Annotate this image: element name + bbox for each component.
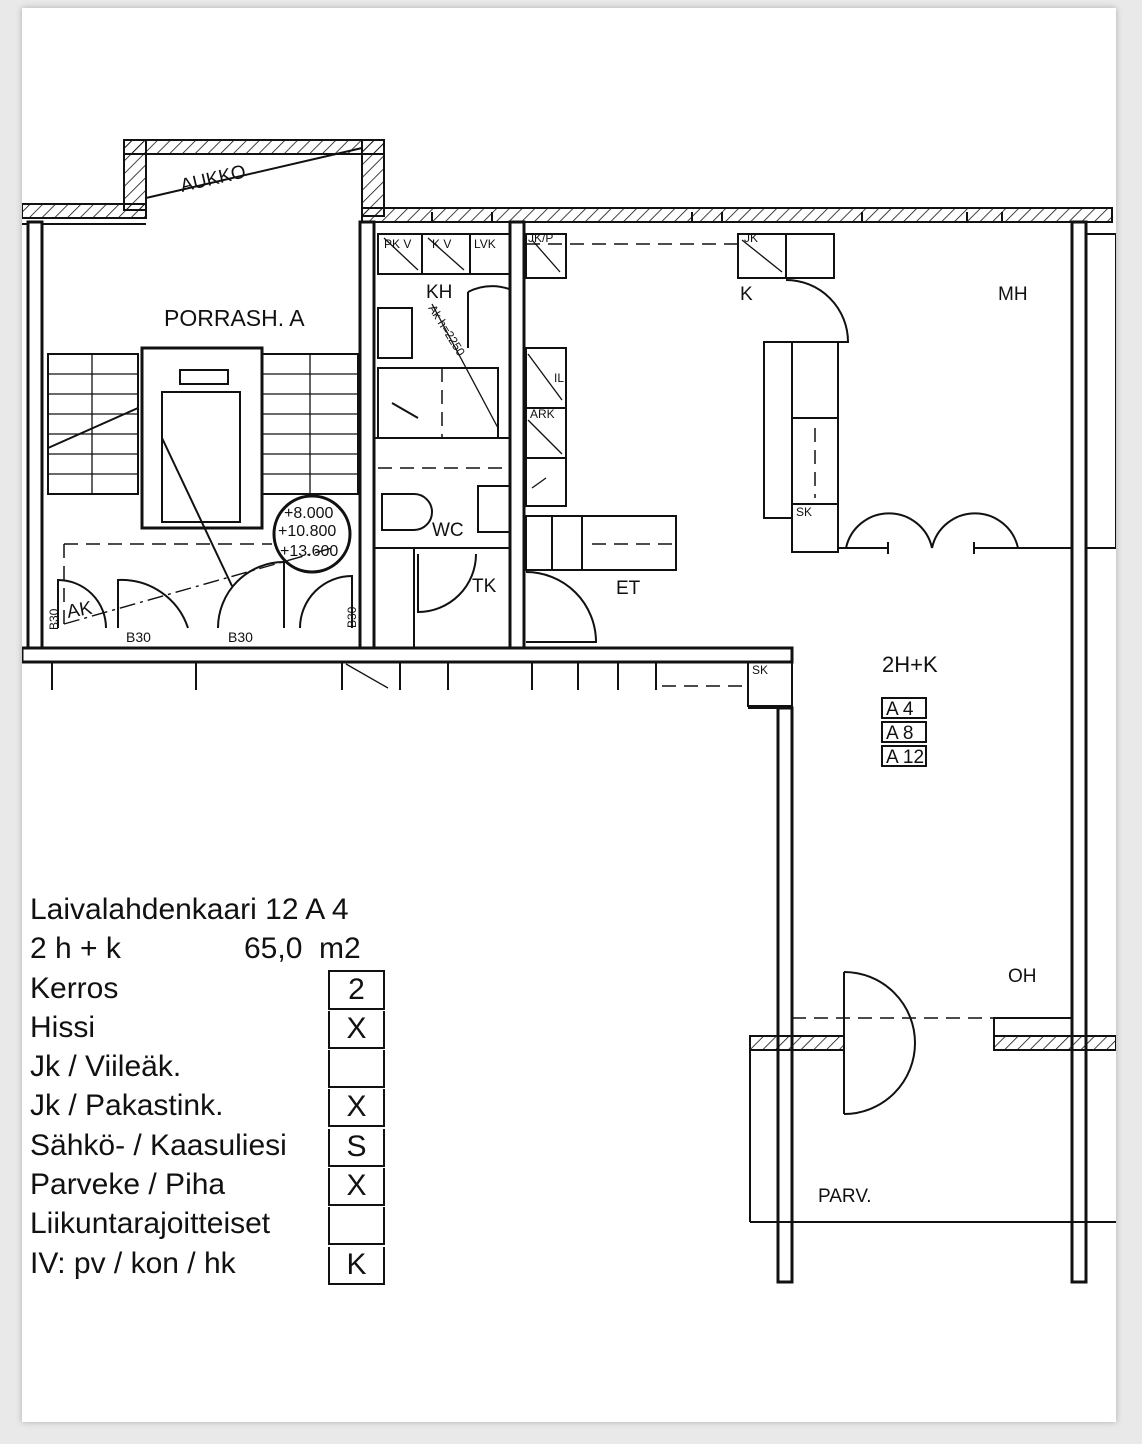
bathroom-partition-wall: [510, 222, 524, 652]
legend-row-value: S: [328, 1129, 385, 1167]
legend-type: 2 h + k: [30, 932, 121, 966]
legend-row-value: [328, 1050, 385, 1088]
label-porrash: PORRASH. A: [164, 305, 305, 331]
legend-row-label: Parveke / Piha: [30, 1168, 226, 1202]
legend-row-label: Liikuntarajoitteiset: [30, 1207, 271, 1241]
legend-address: Laivalahdenkaari 12 A 4: [30, 893, 349, 926]
wardrobe-sk: [764, 342, 838, 552]
opening-bay: [124, 140, 384, 216]
stairwell-partition-wall: [360, 222, 374, 652]
legend-address-row: [30, 890, 400, 929]
legend-row: [30, 1047, 400, 1086]
label-pkv: PK V: [384, 237, 412, 251]
label-oh: OH: [1008, 966, 1037, 987]
apartment-code: A 12: [886, 747, 925, 768]
legend-row-value: X: [328, 1168, 385, 1206]
legend-row-value: X: [328, 1011, 385, 1049]
legend-row: [30, 969, 400, 1008]
label-aukko: AUKKO: [178, 161, 248, 197]
floor-plan-sheet: [22, 8, 1116, 1422]
label-tk: TK: [472, 576, 497, 597]
label-wc: WC: [432, 520, 464, 541]
label-parv: PARV.: [818, 1186, 872, 1207]
label-mh: MH: [998, 284, 1028, 305]
label-level-1: +8.000: [284, 505, 334, 522]
legend-row-value: K: [328, 1247, 385, 1285]
right-exterior-wall: [1072, 222, 1086, 1282]
legend-row-label: Kerros: [30, 971, 119, 1005]
legend-row-label: Jk / Pakastink.: [30, 1089, 224, 1123]
label-b30-2: B30: [126, 629, 151, 645]
legend-row: [30, 1086, 400, 1125]
label-kh: KH: [426, 282, 453, 303]
label-lvk: LVK: [474, 237, 496, 251]
closet-tk: [374, 548, 497, 648]
label-b30-4: B30: [345, 606, 359, 628]
legend-row-label: IV: pv / kon / hk: [30, 1246, 236, 1280]
top-exterior-wall: [22, 204, 1112, 224]
apartment-code: A 4: [886, 699, 914, 720]
legend-row: [30, 1244, 400, 1283]
lower-corridor: [22, 648, 792, 706]
label-il: IL: [554, 371, 565, 385]
legend-row: [30, 1165, 400, 1204]
living-left-wall: [778, 708, 792, 1282]
label-et: ET: [616, 578, 641, 599]
label-ak-height: Ak h=2250: [425, 302, 468, 359]
legend-row-value: X: [328, 1089, 385, 1127]
legend-row-label: Hissi: [30, 1010, 95, 1044]
balcony-wall: [750, 972, 1116, 1114]
legend-row: [30, 1008, 400, 1047]
apartment-info-legend: [30, 890, 400, 1283]
label-kv: K V: [432, 237, 452, 251]
label-sk-2: SK: [752, 663, 769, 677]
legend-type-row: [30, 929, 400, 968]
bedroom-mh: [838, 284, 1072, 554]
label-k: K: [740, 284, 753, 305]
legend-row-value: 2: [328, 970, 385, 1010]
left-exterior-wall: [28, 222, 42, 652]
legend-row: [30, 1126, 400, 1165]
label-b30-1: B30: [47, 608, 61, 630]
label-b30-3: B30: [228, 629, 253, 645]
legend-area: 65,0 m2: [244, 932, 361, 966]
balcony-parv: [750, 1050, 1116, 1222]
apartment-code-list: [882, 698, 926, 768]
label-2hk: 2H+K: [882, 652, 938, 677]
bathroom-block: [374, 234, 516, 548]
label-sk: SK: [796, 505, 813, 519]
legend-row: [30, 1204, 400, 1243]
living-room: [882, 652, 1037, 987]
label-jk: JK: [744, 231, 759, 245]
label-ark: ARK: [530, 407, 555, 421]
label-ak: AK: [65, 597, 94, 623]
label-level-3: +13.600: [280, 543, 339, 560]
apartment-code: A 8: [886, 723, 914, 744]
stairwell: [47, 305, 359, 645]
label-level-2: +10.800: [278, 523, 337, 540]
legend-row-value: [328, 1207, 385, 1245]
legend-row-label: Jk / Viileäk.: [30, 1050, 182, 1084]
kitchen-area: [526, 231, 848, 642]
label-jkp: JK/P: [528, 231, 554, 245]
legend-row-label: Sähkö- / Kaasuliesi: [30, 1128, 287, 1162]
